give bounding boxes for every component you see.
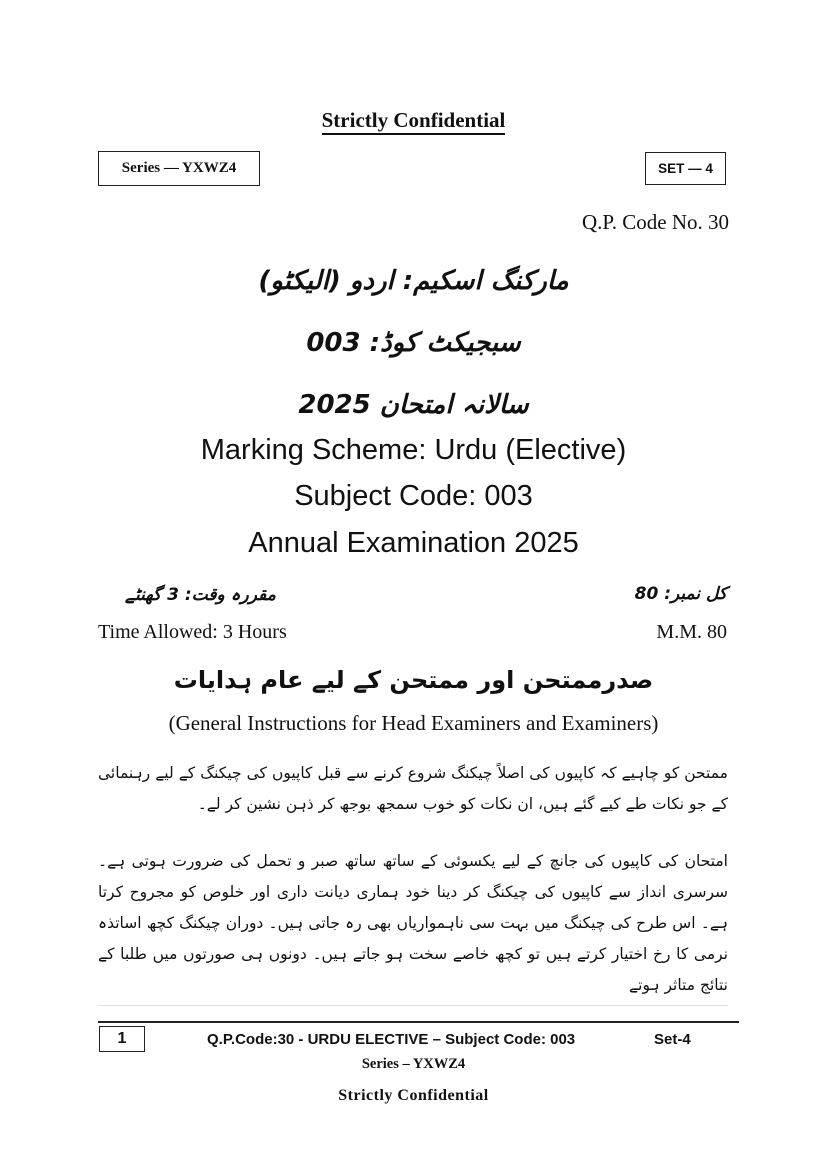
- annual-exam-title: Annual Examination 2025: [248, 527, 579, 559]
- confidential-heading: [0, 108, 827, 133]
- instructions-heading-english: (General Instructions for Head Examiners and Examiners): [168, 711, 659, 735]
- instruction-paragraph-1: ممتحن کو چاہیے کہ کاپیوں کی اصلاً چیکنگ شروع کرنے سے قبل کاپیوں کی چیکنگ کے لیے رہنمائی کے جو نکات طے کیے گئے ہیں، ان نکات کو خوب سمجھ بوجھ کر ذہن نشین کر لے۔: [98, 764, 728, 813]
- marking-scheme-title: Marking Scheme: Urdu (Elective): [200, 434, 627, 466]
- subject-code-title: Subject Code: 003: [294, 480, 533, 512]
- footer-series: Series – YXWZ4: [361, 1056, 466, 1072]
- instruction-paragraph-2: امتحان کی کاپیوں کی جانچ کے لیے یکسوئی کے ساتھ ساتھ صبر و تحمل کی ضرورت ہوتی ہے۔ سرسری انداز سے کاپیوں کی چیکنگ کر دینا خود ہماری دیانت داری اور خلوص کو مجروح کرتا ہے۔ اس طرح کی چیکنگ میں بہت سی ناہمواریاں بھی رہ جاتی ہیں۔ دوران چیکنگ کچھ اساتذہ نرمی کا رخ اختیار کرتے ہیں تو کچھ خاصے سخت ہو جاتے ہیں۔ دونوں ہی صورتوں میں طلبا کے نتائج متاثر ہوتے: [98, 852, 728, 994]
- urdu-marking-scheme-title: مارکنگ اسکیم: اردو (الیکٹو): [258, 266, 569, 296]
- max-marks: M.M. 80: [656, 621, 727, 643]
- divider-thin: [98, 1005, 728, 1006]
- footer-divider: [98, 1021, 739, 1023]
- urdu-time-allowed: مقررہ وقت: 3 گھنٹے: [125, 585, 276, 605]
- footer-code-line: Q.P.Code:30 - URDU ELECTIVE – Subject Code: 003: [207, 1031, 576, 1048]
- time-allowed: Time Allowed: 3 Hours: [98, 621, 287, 643]
- set-box: SET — 4: [645, 152, 726, 185]
- page-number: 1: [99, 1026, 145, 1052]
- footer-set: Set-4: [654, 1031, 691, 1048]
- confidential-heading-text: Strictly Confidential: [322, 108, 506, 135]
- urdu-annual-exam: سالانہ امتحان 2025: [298, 390, 529, 420]
- urdu-subject-code: سبجیکٹ کوڈ: 003: [306, 328, 521, 358]
- instructions-heading-urdu: صدرممتحن اور ممتحن کے لیے عام ہدایات: [173, 666, 654, 694]
- series-box: Series — YXWZ4: [98, 151, 260, 186]
- qp-code: Q.P. Code No. 30: [581, 210, 729, 234]
- urdu-max-marks: کل نمبر: 80: [634, 584, 727, 604]
- footer-confidential: Strictly Confidential: [338, 1087, 489, 1104]
